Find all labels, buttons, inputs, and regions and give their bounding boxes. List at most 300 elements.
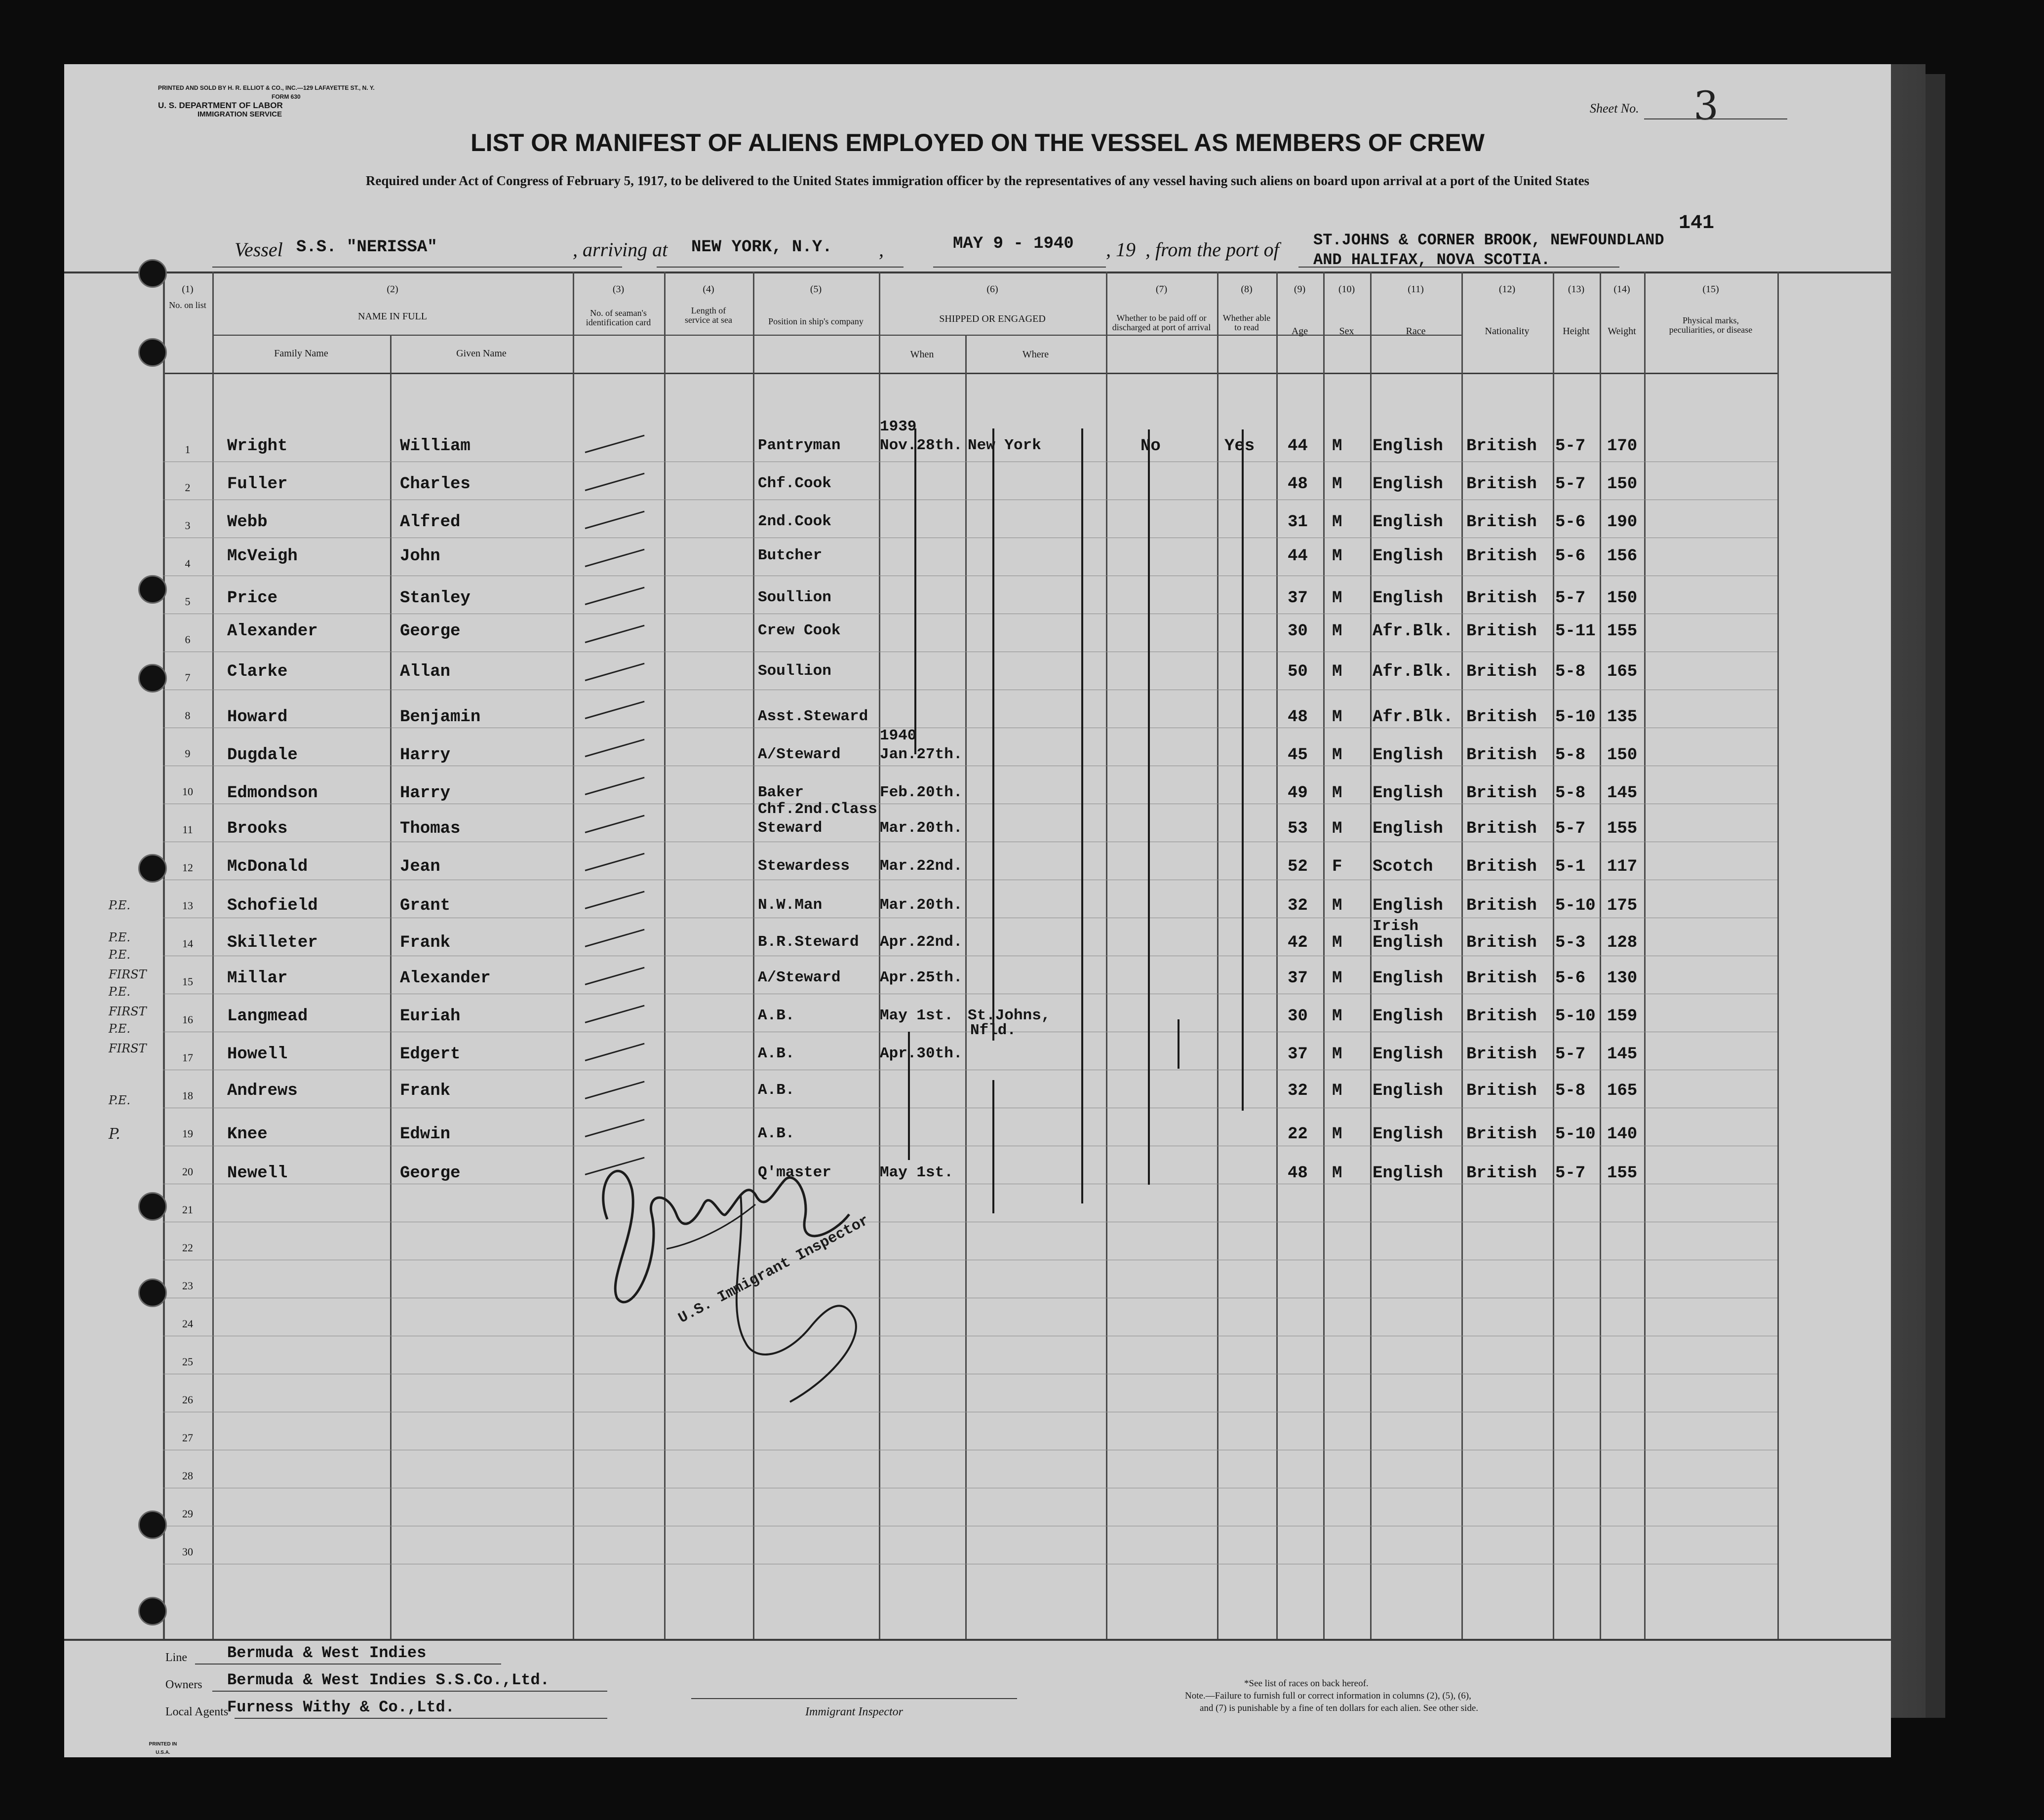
cell-shipped-year: 1940 [880, 727, 917, 744]
sheet-number-rule [1644, 118, 1787, 119]
col-num-8: (8) [1241, 284, 1253, 295]
stamp-title: U.S. Immigrant Inspector [675, 1212, 872, 1327]
row-number: 25 [182, 1355, 193, 1368]
seaman-id-dash [585, 1081, 645, 1099]
cell-height: 5-7 [1555, 1045, 1586, 1064]
cell-race: English [1373, 437, 1443, 456]
col-head-age: Age [1291, 326, 1308, 337]
year-label: , 19 [1106, 238, 1136, 261]
cell-position: 2nd.Cook [758, 513, 831, 530]
cell-shipped-when: Mar.20th. [880, 896, 963, 914]
inspector-signature-line [691, 1698, 1017, 1699]
cell-family-name: Price [227, 589, 278, 608]
cell-weight: 155 [1607, 819, 1638, 838]
row-number: 3 [185, 519, 191, 532]
margin-note: P. [109, 1125, 120, 1143]
seaman-id-dash [585, 435, 645, 453]
footer-agents-value: Furness Withy & Co.,Ltd. [227, 1698, 455, 1716]
cell-position-line1: Chf.2nd.Class [758, 801, 877, 818]
seaman-id-dash [585, 967, 645, 985]
cell-age: 49 [1288, 784, 1308, 803]
footer-line-value: Bermuda & West Indies [227, 1644, 427, 1662]
row-number: 27 [182, 1432, 193, 1444]
cell-height: 5-6 [1555, 513, 1586, 532]
cell-weight: 175 [1607, 896, 1638, 915]
table-top-rule [64, 271, 1891, 273]
footer-owners-value: Bermuda & West Indies S.S.Co.,Ltd. [227, 1671, 550, 1689]
cell-nationality: British [1466, 969, 1537, 988]
cell-sex: M [1332, 784, 1342, 803]
seaman-id-dash [585, 511, 645, 529]
col-num-3: (3) [612, 284, 625, 295]
cell-family-name: Newell [227, 1164, 288, 1183]
cell-sex: F [1332, 857, 1342, 876]
requirement-text: Required under Act of Congress of February 5, 1917, to be delivered to the United States immigration officer by the representatives of any vessel having such aliens on board upon arrival at a port of the United States [365, 173, 1590, 188]
cell-nationality: British [1466, 622, 1537, 641]
cell-height: 5-7 [1555, 475, 1586, 494]
cell-family-name: Langmead [227, 1007, 308, 1026]
cell-weight: 140 [1607, 1125, 1638, 1144]
cell-race-correction: Irish [1373, 918, 1419, 935]
cell-age: 30 [1288, 622, 1308, 641]
col-head-able-read: Whether able to read [1222, 313, 1271, 332]
cell-position: A/Steward [758, 746, 841, 763]
row-number: 23 [182, 1279, 193, 1292]
col-head-when: When [910, 349, 934, 360]
cell-shipped-when: Nov.28th. [880, 437, 963, 454]
col-head-weight: Weight [1608, 326, 1636, 337]
row-number: 20 [182, 1165, 193, 1178]
cell-family-name: Dugdale [227, 746, 298, 765]
cell-nationality: British [1466, 513, 1537, 532]
cell-nationality: British [1466, 819, 1537, 838]
cell-family-name: Skilleter [227, 933, 318, 952]
col-num-9: (9) [1294, 284, 1306, 295]
cell-age: 30 [1288, 1007, 1308, 1026]
cell-race: English [1373, 1082, 1443, 1100]
cell-sex: M [1332, 622, 1342, 641]
cell-position: Crew Cook [758, 622, 841, 639]
row-number: 22 [182, 1241, 193, 1254]
col-head-nationality: Nationality [1485, 326, 1530, 337]
cell-shipped-where-line2: Nfld. [970, 1022, 1017, 1039]
cell-height: 5-8 [1555, 662, 1586, 681]
row-number: 26 [182, 1394, 193, 1406]
cell-nationality: British [1466, 437, 1537, 456]
cell-age: 44 [1288, 437, 1308, 456]
cell-given-name: Alexander [400, 969, 491, 988]
service-label: IMMIGRATION SERVICE [197, 110, 282, 118]
col-rule [879, 271, 880, 1639]
cell-given-name: George [400, 622, 461, 641]
footer-note-races: *See list of races on back hereof. [1244, 1678, 1369, 1689]
punch-hole [138, 1510, 167, 1539]
cell-position: A/Steward [758, 969, 841, 986]
cell-position: A.B. [758, 1125, 795, 1142]
col-head-given: Given Name [456, 348, 507, 359]
cell-position: B.R.Steward [758, 933, 859, 951]
col-head-position: Position in ship's company [768, 316, 864, 326]
seaman-id-dash [585, 701, 645, 719]
inspector-label: Immigrant Inspector [805, 1705, 903, 1718]
cell-height: 5-10 [1555, 1125, 1596, 1144]
col-rule [1106, 271, 1107, 1639]
cell-nationality: British [1466, 896, 1537, 915]
cell-sex: M [1332, 1007, 1342, 1026]
col-head-physical: Physical marks, peculiarities, or disease [1669, 315, 1753, 335]
col-rule [573, 271, 574, 1639]
ditto-bracket-paid-off-2 [1178, 1019, 1179, 1069]
punch-hole [138, 338, 167, 367]
cell-shipped-when: Apr.22nd. [880, 933, 963, 951]
cell-paid-off: No [1140, 437, 1161, 456]
cell-weight: 156 [1607, 547, 1638, 566]
cell-shipped-when: Mar.20th. [880, 819, 963, 837]
cell-given-name: Allan [400, 662, 451, 681]
cell-shipped-where: New York [968, 437, 1041, 454]
cell-race: English [1373, 547, 1443, 566]
cell-shipped-when: Mar.22nd. [880, 857, 963, 875]
cell-given-name: Edgert [400, 1045, 461, 1064]
cell-position: Asst.Steward [758, 708, 868, 725]
cell-age: 48 [1288, 475, 1308, 494]
cell-sex: M [1332, 513, 1342, 532]
seaman-id-dash [585, 815, 645, 833]
cell-weight: 170 [1607, 437, 1638, 456]
cell-age: 44 [1288, 547, 1308, 566]
cell-shipped-when: Apr.30th. [880, 1045, 963, 1062]
col-num-11: (11) [1408, 284, 1424, 295]
seaman-id-dash [585, 891, 645, 909]
vessel-name: S.S. "NERISSA" [296, 238, 437, 257]
punch-hole [138, 1192, 167, 1221]
cell-family-name: Brooks [227, 819, 288, 838]
arrival-port: NEW YORK, N.Y. [691, 238, 832, 257]
department-label: U. S. DEPARTMENT OF LABOR [158, 101, 283, 110]
cell-shipped-where: St.Johns, [968, 1007, 1051, 1024]
col-rule [1553, 271, 1554, 1639]
row-number: 29 [182, 1508, 193, 1520]
seaman-id-dash [585, 853, 645, 871]
cell-able-to-read: Yes [1224, 437, 1255, 456]
cell-age: 37 [1288, 969, 1308, 988]
row-number: 5 [185, 595, 191, 608]
cell-given-name: Harry [400, 784, 451, 803]
margin-note: P.E. [109, 948, 131, 962]
col-head-length-service: Length of service at sea [685, 306, 732, 325]
row-number: 7 [185, 671, 191, 684]
row-number: 6 [185, 633, 191, 646]
seaman-id-dash [585, 929, 645, 947]
cell-race: English [1373, 513, 1443, 532]
cell-given-name: Benjamin [400, 708, 481, 727]
col-rule [1323, 271, 1325, 1639]
cell-race: Afr.Blk. [1373, 622, 1454, 641]
cell-family-name: Schofield [227, 896, 318, 915]
cell-given-name: John [400, 547, 440, 566]
form-title: LIST OR MANIFEST OF ALIENS EMPLOYED ON THE VESSEL AS MEMBERS OF CREW [471, 129, 1485, 156]
cell-race: English [1373, 1125, 1443, 1144]
punch-hole [138, 1278, 167, 1307]
cell-age: 53 [1288, 819, 1308, 838]
margin-note: P.E. [109, 985, 131, 999]
cell-height: 5-3 [1555, 933, 1586, 952]
cell-age: 32 [1288, 1082, 1308, 1100]
row-number: 17 [182, 1051, 193, 1064]
cell-weight: 190 [1607, 513, 1638, 532]
col-rule [1777, 271, 1779, 1639]
cell-nationality: British [1466, 547, 1537, 566]
cell-given-name: Frank [400, 1082, 451, 1100]
cell-shipped-when: May 1st. [880, 1164, 953, 1181]
cell-race: Scotch [1373, 857, 1433, 876]
cell-sex: M [1332, 437, 1342, 456]
cell-nationality: British [1466, 933, 1537, 952]
cell-race: English [1373, 1164, 1443, 1183]
arriving-label: , arriving at [573, 238, 668, 261]
col-num-15: (15) [1702, 284, 1719, 295]
cell-family-name: Fuller [227, 475, 288, 494]
cell-family-name: Millar [227, 969, 288, 988]
col-num-12: (12) [1498, 284, 1516, 295]
cell-shipped-when: Apr.25th. [880, 969, 963, 986]
ditto-bracket-where-2 [1081, 428, 1083, 1203]
col-num-13: (13) [1568, 284, 1585, 295]
row-number: 13 [182, 899, 193, 912]
left-margin-rule [163, 271, 165, 1639]
cell-weight: 155 [1607, 1164, 1638, 1183]
cell-height: 5-1 [1555, 857, 1586, 876]
cell-family-name: McVeigh [227, 547, 298, 566]
cell-weight: 150 [1607, 589, 1638, 608]
seaman-id-dash [585, 777, 645, 795]
col-rule [1644, 271, 1646, 1639]
cell-given-name: Stanley [400, 589, 471, 608]
row-number: 19 [182, 1127, 193, 1140]
cell-age: 50 [1288, 662, 1308, 681]
printed-in-usa: PRINTED IN U.S.A. [149, 1742, 177, 1755]
ditto-bracket-paid-off [1148, 429, 1150, 1185]
seaman-id-dash [585, 587, 645, 605]
cell-position: A.B. [758, 1082, 795, 1099]
margin-note: P.E. [109, 898, 131, 912]
cell-position: Soullion [758, 662, 831, 680]
footer-note-line2: and (7) is punishable by a fine of ten dollars for each alien. See other side. [1200, 1703, 1479, 1713]
cell-family-name: McDonald [227, 857, 308, 876]
cell-family-name: Wright [227, 437, 288, 456]
margin-note: FIRST [109, 968, 147, 981]
cell-sex: M [1332, 547, 1342, 566]
cell-given-name: Harry [400, 746, 451, 765]
cell-height: 5-7 [1555, 589, 1586, 608]
cell-race: English [1373, 969, 1443, 988]
row-number: 11 [182, 823, 193, 836]
cell-nationality: British [1466, 475, 1537, 494]
ditto-bracket-where [992, 428, 994, 1041]
cell-race: Afr.Blk. [1373, 662, 1454, 681]
cell-weight: 117 [1607, 857, 1638, 876]
seaman-id-dash [585, 663, 645, 681]
shipped-subheader-rule [879, 335, 1106, 336]
cell-position: Butcher [758, 547, 823, 564]
cell-weight: 145 [1607, 1045, 1638, 1064]
cell-given-name: Charles [400, 475, 471, 494]
row-number: 24 [182, 1317, 193, 1330]
cell-nationality: British [1466, 1082, 1537, 1100]
cell-race: English [1373, 1007, 1443, 1026]
col-num-1: (1) [182, 284, 194, 295]
cell-given-name: Jean [400, 857, 440, 876]
page-number: 141 [1679, 212, 1715, 234]
footer-rule [195, 1664, 501, 1665]
cell-nationality: British [1466, 708, 1537, 727]
vessel-rule [212, 267, 622, 268]
col-rule [1600, 271, 1601, 1639]
cell-height: 5-10 [1555, 896, 1596, 915]
cell-height: 5-10 [1555, 708, 1596, 727]
cell-race: English [1373, 475, 1443, 494]
seaman-id-dash [585, 1005, 645, 1023]
col-rule [1370, 271, 1372, 1639]
row-number: 8 [185, 709, 191, 722]
port-rule [1298, 267, 1619, 268]
col-rule [753, 271, 754, 1639]
cell-height: 5-8 [1555, 1082, 1586, 1100]
cell-weight: 165 [1607, 1082, 1638, 1100]
cell-family-name: Howard [227, 708, 288, 727]
col-num-7: (7) [1155, 284, 1168, 295]
footer-agents-label: Local Agents [165, 1705, 229, 1718]
row-number: 12 [182, 861, 193, 874]
cell-height: 5-8 [1555, 746, 1586, 765]
row-number: 30 [182, 1546, 193, 1558]
cell-height: 5-7 [1555, 819, 1586, 838]
ditto-bracket-able-read [1242, 429, 1244, 1111]
margin-note: FIRST [109, 1042, 147, 1055]
col-head-name: NAME IN FULL [358, 311, 427, 322]
cell-sex: M [1332, 1045, 1342, 1064]
cell-given-name: Frank [400, 933, 451, 952]
col-num-4: (4) [703, 284, 714, 295]
cell-shipped-when: Feb.20th. [880, 784, 963, 801]
col-head-where: Where [1022, 349, 1049, 360]
cell-position: Baker [758, 784, 804, 801]
form-number: FORM 630 [272, 93, 301, 100]
cell-position: Stewardess [758, 857, 850, 875]
cell-nationality: British [1466, 1045, 1537, 1064]
cell-sex: M [1332, 1125, 1342, 1144]
footer-owners-label: Owners [165, 1678, 202, 1691]
col-rule [1217, 271, 1219, 1639]
cell-position: Steward [758, 819, 823, 837]
cell-sex: M [1332, 589, 1342, 608]
cell-sex: M [1332, 1164, 1342, 1183]
cell-age: 45 [1288, 746, 1308, 765]
col-num-10: (10) [1338, 284, 1355, 295]
row-number: 28 [182, 1470, 193, 1482]
row-number: 1 [185, 443, 191, 456]
departure-ports-line1: ST.JOHNS & CORNER BROOK, NEWFOUNDLAND [1313, 231, 1664, 249]
cell-nationality: British [1466, 857, 1537, 876]
col-rule [664, 271, 666, 1639]
arrival-date: MAY 9 - 1940 [953, 234, 1074, 253]
cell-nationality: British [1466, 1125, 1537, 1144]
cell-sex: M [1332, 933, 1342, 952]
cell-family-name: Andrews [227, 1082, 298, 1100]
punch-hole [138, 575, 167, 604]
cell-shipped-when: Jan.27th. [880, 746, 963, 763]
cell-age: 32 [1288, 896, 1308, 915]
cell-given-name: Edwin [400, 1125, 451, 1144]
cell-height: 5-10 [1555, 1007, 1596, 1026]
row-number: 10 [182, 785, 193, 798]
cell-given-name: George [400, 1164, 461, 1183]
col-rule [1461, 271, 1463, 1639]
cell-family-name: Edmondson [227, 784, 318, 803]
col-rule [390, 335, 392, 1639]
cell-weight: 130 [1607, 969, 1638, 988]
footer-note-line1: Note.—Failure to furnish full or correct information in columns (2), (5), (6), [1185, 1691, 1471, 1701]
col-rule [212, 271, 214, 1639]
cell-position: Pantryman [758, 437, 841, 454]
row-number: 14 [182, 937, 193, 950]
row-number: 2 [185, 481, 191, 494]
header-bottom-rule [163, 373, 1777, 374]
comma-sep: , [879, 238, 884, 261]
vessel-label: Vessel [235, 238, 283, 261]
col-head-family: Family Name [274, 348, 328, 359]
cell-height: 5-6 [1555, 969, 1586, 988]
col-num-6: (6) [986, 284, 998, 295]
cell-race: English [1373, 746, 1443, 765]
cell-sex: M [1332, 1082, 1342, 1100]
printer-line: PRINTED AND SOLD BY H. R. ELLIOT & CO., INC.—129 LAFAYETTE ST., N. Y. [158, 84, 375, 91]
row-number: 15 [182, 975, 193, 988]
cell-weight: 145 [1607, 784, 1638, 803]
cell-age: 37 [1288, 1045, 1308, 1064]
col-num-2: (2) [387, 284, 398, 295]
cell-age: 22 [1288, 1125, 1308, 1144]
cell-weight: 165 [1607, 662, 1638, 681]
footer-top-rule [64, 1639, 1891, 1641]
cell-age: 52 [1288, 857, 1308, 876]
col-head-height: Height [1563, 326, 1590, 337]
ditto-bracket-where-nfld [992, 1080, 994, 1213]
inspector-signature-stamp [578, 1121, 933, 1417]
col-head-seaman-id: No. of seaman's identification card [586, 308, 651, 327]
seaman-id-dash [585, 1043, 645, 1061]
col-num-14: (14) [1613, 284, 1630, 295]
col-head-paid-off: Whether to be paid off or discharged at port of arrival [1112, 313, 1211, 332]
departure-ports-line2: AND HALIFAX, NOVA SCOTIA. [1313, 251, 1551, 269]
row-number: 4 [185, 557, 191, 570]
cell-height: 5-7 [1555, 437, 1586, 456]
seaman-id-dash [585, 739, 645, 757]
cell-race: English [1373, 589, 1443, 608]
cell-position: Q'master [758, 1164, 831, 1181]
col-rule [965, 335, 967, 1639]
cell-weight: 128 [1607, 933, 1638, 952]
cell-family-name: Howell [227, 1045, 288, 1064]
manifest-sheet [64, 64, 1891, 1757]
cell-shipped-when: May 1st. [880, 1007, 953, 1024]
cell-sex: M [1332, 662, 1342, 681]
arrival-rule [657, 267, 904, 268]
cell-weight: 135 [1607, 708, 1638, 727]
footer-rule [235, 1718, 607, 1719]
cell-race: English [1373, 784, 1443, 803]
cell-race: English [1373, 896, 1443, 915]
